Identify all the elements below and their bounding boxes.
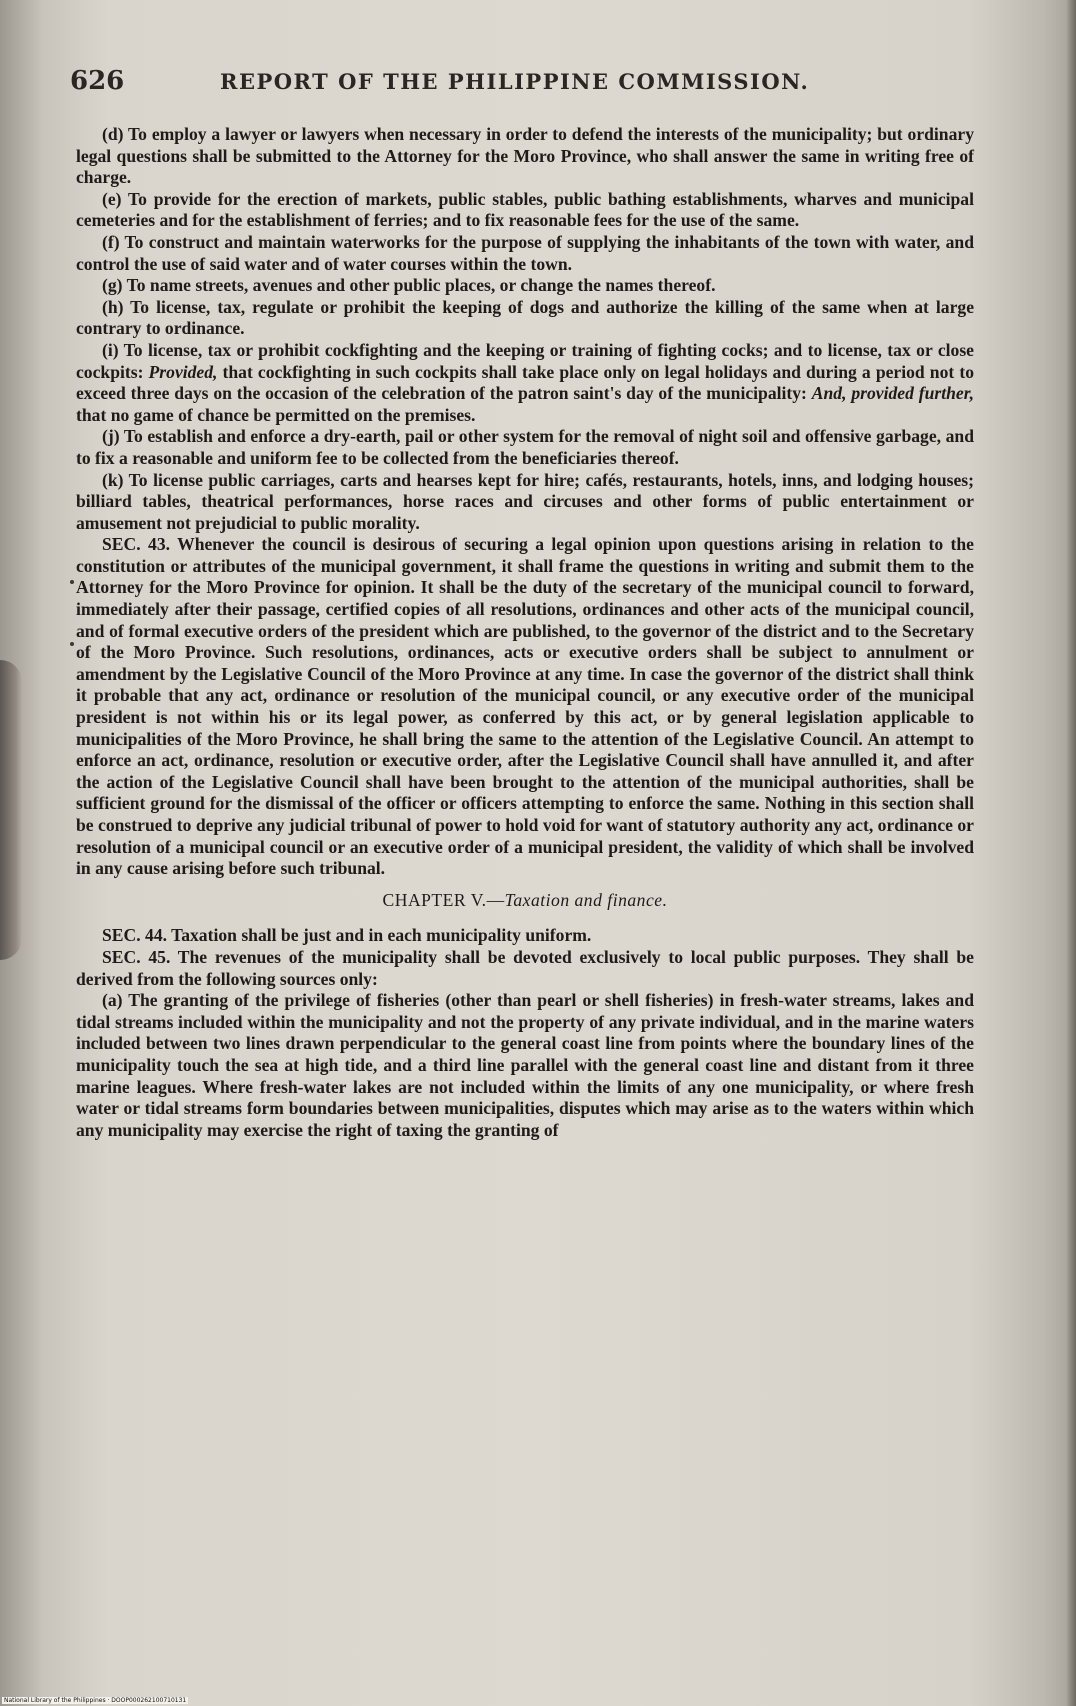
clause-f: (f) To construct and maintain waterworks for the purpose of supplying the inhabitants of the town with water, and control the use of said water and of water courses within the town.	[76, 231, 974, 274]
clause-e: (e) To provide for the erection of markets, public stables, public bathing establishments, wharves and municipal cemeteries and for the establishment of ferries; and to fix reasonable fees for the use of the same.	[76, 188, 974, 231]
clause-45a: (a) The granting of the privilege of fisheries (other than pearl or shell fisheries) in fresh-water streams, lakes and tidal streams included within the municipality and not the property of any private individual, and in the marine waters included between two lines drawn perpendicular to the general coast line from points where the boundary lines of the municipality touch the sea at high tide, and a third line parallel with the general coast line and distant from it three marine leagues. Where fresh-water lakes are not included within the limits of any one municipality, or where fresh water or tidal streams form boundaries between municipalities, disputes which may arise as to the waters within which any municipality may exercise the right of taxing the granting of	[76, 990, 974, 1140]
margin-mark	[70, 642, 74, 646]
clause-i-provided: Provided,	[148, 361, 218, 382]
chapter-title: Taxation and finance.	[504, 889, 668, 910]
clause-h: (h) To license, tax, regulate or prohibit the keeping of dogs and authorize the killing of the same when at large contrary to ordinance.	[76, 296, 974, 339]
page-binding-shadow	[0, 660, 22, 960]
section-45: SEC. 45. The revenues of the municipality shall be devoted exclusively to local public purposes. They shall be derived from the following sources only:	[76, 946, 974, 989]
page-header	[70, 66, 840, 106]
clause-g: (g) To name streets, avenues and other public places, or change the names thereof.	[102, 275, 716, 296]
chapter-label: CHAPTER V.—	[382, 889, 505, 910]
section-44: SEC. 44. Taxation shall be just and in each municipality uniform.	[102, 925, 592, 946]
clause-i-provided-further: And, provided further,	[811, 383, 974, 404]
clause-j: (j) To establish and enforce a dry-earth, pail or other system for the removal of night soil and offensive garbage, and to fix a reasonable and uniform fee to be collected from the beneficiaries thereof.	[76, 426, 974, 468]
page-body	[76, 124, 974, 1141]
page-edge-shadow	[1066, 0, 1076, 1706]
clause-i	[76, 340, 974, 426]
clause-i-part1: (i) To license, tax or prohibit cockfighting and the keeping or training of fighting cocks; and to license, tax or close cockpits:	[76, 339, 974, 382]
clause-k: (k) To license public carriages, carts and hearses kept for hire; cafés, restaurants, hotels, inns, and lodging houses; billiard tables, theatrical performances, horse races and circuses and other forms of public entertainment or amusement not prejudicial to public morality.	[76, 469, 974, 533]
page-number: 626	[70, 66, 125, 96]
clause-d: (d) To employ a lawyer or lawyers when necessary in order to defend the interests of the municipality; but ordinary legal questions shall be submitted to the Attorney for the Moro Province, who shall answer the same in writing free of charge.	[76, 124, 974, 188]
running-head: REPORT OF THE PHILIPPINE COMMISSION.	[220, 69, 810, 94]
source-tag: National Library of the Philippines · DOOP000262100710131	[4, 1697, 187, 1704]
section-43: SEC. 43. Whenever the council is desirous of securing a legal opinion upon questions arising in relation to the constitution or attributes of the municipal government, it shall frame the questions in writing and submit them to the Attorney for the Moro Province for opinion. It shall be the duty of the secretary of the municipal council to forward, immediately after their passage, certified copies of all resolutions, ordinances and other acts of the municipal council, and of formal executive orders of the president which are published, to the governor of the district and to the Secretary of the Moro Province. Such resolutions, ordinances, acts or executive orders shall be subject to annulment or amendment by the Legislative Council of the Moro Province at any time. In case the governor of the district shall think it probable that any act, ordinance or resolution of the municipal council, or any executive order of the municipal president is not within his or its legal power, as conferred by this act, or by general legislation applicable to municipalities of the Moro Province, he shall bring the same to the attention of the Legislative Council. An attempt to enforce an act, ordinance, resolution or executive order, after the Legislative Council shall have annulled it, and after the action of the Legislative Council shall have been brought to the attention of the municipal authorities, shall be sufficient ground for the dismissal of the officer or officers attempting to enforce the same. Nothing in this section shall be construed to deprive any judicial tribunal of power to hold void for want of statutory authority any act, ordinance or resolution of a municipal council or an executive order of a municipal president, the validity of which shall be involved in any cause arising before such tribunal.	[76, 534, 974, 879]
clause-i-part3: that no game of chance be permitted on the premises.	[76, 404, 476, 425]
chapter-heading	[76, 890, 974, 912]
clause-i-part2: that cockfighting in such cockpits shall take place only on legal holidays and during a period not to exceed three days on the occasion of the celebration of the patron saint's day of the municipality:	[76, 361, 975, 404]
margin-mark	[70, 580, 74, 584]
